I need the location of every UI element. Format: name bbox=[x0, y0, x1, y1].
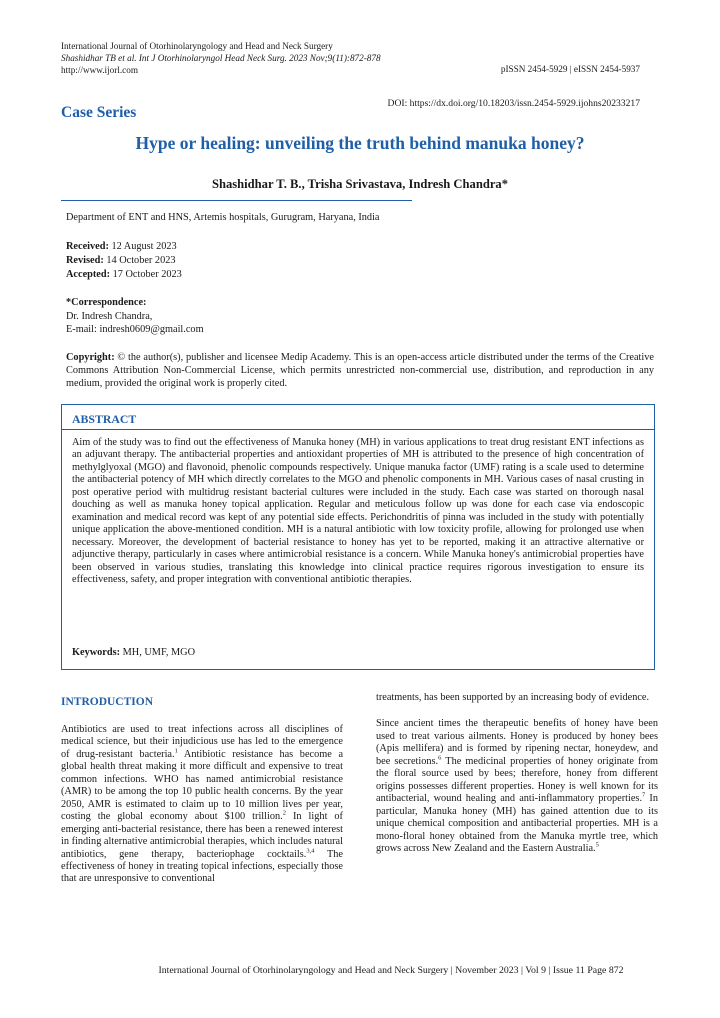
correspondence bbox=[66, 296, 204, 337]
paragraph: Antibiotics are used to treat infections across all disciplines of medical science, but their injudicious use has led to the emergence of drug-resistant bacteria.$^1$ Antibiotic resistance has become a global health threat making it more difficult and expensive to treat common infections. WHO has named antimicrobial resistance (AMR) to be among the top 10 public health concerns. By the year 2050, AMR is estimated to claim up to 10 million lives per year, costing the global economy about $100 trillion.$^2$ In light of emerging anti-bacterial resistance, there has been a renewed interest in finding alternative antimicrobial therapies, which includes natural antibiotics, gene therapy, bacteriophage cocktails.$^{3,4}$ The effectiveness of honey in treating topical infections, especially those that are unresponsive to conventional bbox=[61, 724, 344, 885]
abstract-heading: ABSTRACT bbox=[72, 412, 137, 426]
correspondence-label: *Correspondence: bbox=[66, 297, 147, 308]
keywords: Keywords: MH, UMF, MGO bbox=[72, 647, 196, 658]
copyright-notice: Copyright: © the author(s), publisher and licensee Medip Academy. This is an open-access article distributed under the terms of the Creative Commons Attribution Non-Commercial License, which permits unrestricted non-commercial use, distribution, and reproduction in any medium, provided the original work is properly cited. bbox=[66, 352, 654, 390]
article-title: Hype or healing: unveiling the truth behind manuka honey? bbox=[135, 133, 585, 153]
title-divider bbox=[61, 200, 412, 201]
paragraph: Since ancient times the therapeutic benefits of honey have been used to treat various ailments. Honey is produced by honey bees (Apis mellifera) and is formed by ripening nectar, honeydew, and bee secretions.$^6$ The medicinal properties of honey originate from the floral source used by bees; therefore, honey from different origins possesses different properties. Honey is well known for its antibacterial, wound healing and anti-inflammatory properties.$^7$ In particular, Manuka honey (MH) has gained attention due to its unique chemical composition and antibacterial properties. MH is a mono-floral honey obtained from the Manuka myrtle tree, which grows across New Zealand and the Eastern Australia.$^5$ bbox=[376, 718, 658, 854]
doi-link[interactable]: DOI: https://dx.doi.org/10.18203/issn.2454-5929.ijohns20233217 bbox=[387, 98, 640, 109]
body-column-left bbox=[61, 724, 343, 886]
introduction-heading: INTRODUCTION bbox=[61, 696, 154, 708]
article-dates bbox=[66, 240, 182, 282]
issn: pISSN 2454-5929 | eISSN 2454-5937 bbox=[500, 64, 640, 74]
affiliation: Department of ENT and HNS, Artemis hospitals, Gurugram, Haryana, India bbox=[66, 212, 380, 223]
body-column-right bbox=[376, 692, 658, 869]
abstract-divider bbox=[61, 429, 655, 430]
correspondence-name: Dr. Indresh Chandra, bbox=[66, 310, 153, 322]
journal-name: International Journal of Otorhinolaryngology and Head and Neck Surgery bbox=[61, 41, 333, 51]
accepted-date: Accepted: 17 October 2023 bbox=[66, 269, 182, 280]
reference-marker[interactable]: 3,4 bbox=[306, 847, 315, 855]
reference-marker[interactable]: 6 bbox=[438, 754, 442, 762]
reference-marker[interactable]: 5 bbox=[595, 841, 599, 849]
revised-date: Revised: 14 October 2023 bbox=[66, 255, 176, 266]
reference-marker[interactable]: 1 bbox=[174, 747, 178, 755]
reference-marker[interactable]: 2 bbox=[282, 809, 287, 817]
journal-url[interactable]: http://www.ijorl.com bbox=[61, 65, 138, 75]
abstract-text: Aim of the study was to find out the effectiveness of Manuka honey (MH) in various applications to treat drug resistant ENT infections as an adjuvant therapy. The antibacterial properties and antioxidant properties of MH is attributed to the presence of high concentration of methylglyoxal (MGO) and flavonoid, phenolic compounds respectively. Unique manuka factor (UMF) rating is a scale used to determine the antibacterial potency of MH which directly correlates to the MGO and phenolic components in MH. Various cases of nasal crusting in post operative period with multidrug resistant bacterial cultures were included in the study. Each case was started on thorough nasal douching as well as manuka honey topical application. Regular and meticulous follow up was done for each case via endoscopic examination and medical record was kept of any potential side effects. Perichondritis of pinna was included in the study with potentially unique application the above-mentioned condition. MH is a natural antibiotic with low toxicity profile, allowing for prolonged use when necessary. Moreover, the development of bacterial resistance to honey has yet to be reported, making it an attractive alternative or adjunctive therapy, particularly in cases where antimicrobial resistance is a concern. While Manuka honey's antimicrobial properties have been observed in various studies, translating this knowledge into clinical practice requires rigorous investigation to ensure its effectiveness, safety, and proper integration with conventional antibiotic therapies. bbox=[72, 437, 644, 585]
correspondence-email[interactable]: E-mail: indresh0609@gmail.com bbox=[66, 324, 204, 335]
running-header bbox=[61, 40, 381, 76]
reference-marker[interactable]: 7 bbox=[642, 791, 646, 799]
article-type: Case Series bbox=[61, 104, 137, 121]
received-date: Received: 12 August 2023 bbox=[66, 241, 177, 252]
paragraph: treatments, has been supported by an increasing body of evidence. bbox=[376, 692, 650, 703]
citation-line: Shashidhar TB et al. Int J Otorhinolaryngol Head Neck Surg. 2023 Nov;9(11):872-878 bbox=[61, 53, 381, 63]
author-list: Shashidhar T. B., Trisha Srivastava, Indresh Chandra* bbox=[211, 177, 509, 191]
page-footer: International Journal of Otorhinolaryngology and Head and Neck Surgery | November 2023 | Vol 9 | Issue 11 Page 872 bbox=[158, 965, 624, 976]
